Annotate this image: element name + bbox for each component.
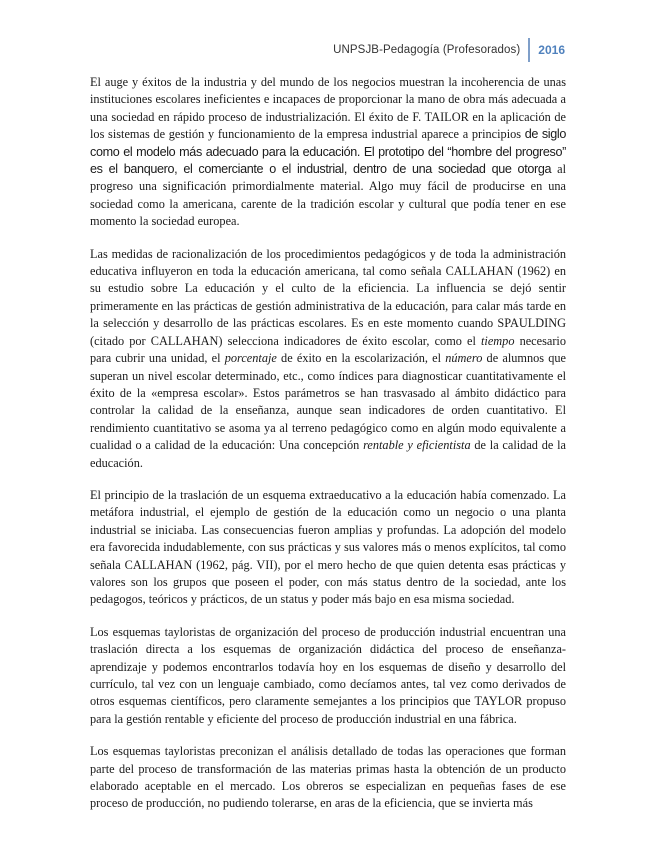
paragraph-2-emphasis-2: porcentaje xyxy=(224,351,277,366)
page-header xyxy=(333,38,565,62)
paragraph-1-text-b: de siglo como el modelo más adecuado para la educación. El prototipo del “hombre del progreso” es el banquero, el comerciante o el industrial, dentro de una sociedad que otorga xyxy=(90,127,566,177)
paragraph-2-text-d: de alumnos que superan un nivel escolar determinado, etc., como índices para diagnosticar cuantitativamente el éxito de la «empresa escolar». Estos parámetros se han trasvasado al ámbito didáctico para controlar la calidad de la enseñanza, aunque sean indicadores de orden cuantitativo. El rendimiento cuantitativo se asoma ya al terreno pedagógico como en algún modo equivalente a cualidad o a calidad de la educación: Una concepción xyxy=(90,351,566,453)
paragraph-1-text-c: al progreso una significación primordialmente material. Algo muy fácil de producirse en una sociedad como la americana, carente de la tradición escolar y cultural que podía tener en ese momento la sociedad europea. xyxy=(90,162,566,229)
paragraph-1 xyxy=(90,74,566,231)
header-year: 2016 xyxy=(538,43,565,57)
paragraph-4: Los esquemas tayloristas de organización del proceso de producción industrial encuentran una traslación directa a los esquemas de organización didáctica del proceso de enseñanza-aprendizaje y podemos encontrarlos todavía hoy en los esquemas de diseño y desarrollo del currículo, tal vez con un lenguaje cambiado, como decíamos antes, tal vez como derivados de otros esquemas científicos, pero claramente semejantes a los principios que TAYLOR propuso para la gestión rentable y eficiente del proceso de producción industrial en una fábrica. xyxy=(90,624,566,726)
paragraph-3: El principio de la traslación de un esquema extraeducativo a la educación había comenzado. La metáfora industrial, el ejemplo de gestión de la educación como un negocio o una planta industrial se iniciaba. Las consecuencias fueron amplias y profundas. La adopción del modelo era favorecida indudablemente, con sus prácticas y sus valores más o menos explícitos, tal como señala CALLAHAN (1962, pág. VII), por el mero hecho de que quien detenta esas prácticas y valores son los grupos que poseen el poder, con más status dentro de la sociedad, ante los pedagogos, teóricos y prácticos, de un status y poder más bajo en esa misma sociedad. xyxy=(90,487,566,607)
paragraph-2-emphasis-4: rentable y eficientista xyxy=(363,438,471,453)
paragraph-2-text-a: Las medidas de racionalización de los procedimientos pedagógicos y de toda la administración educativa influyeron en toda la educación americana, tal como señala CALLAHAN (1962) en su estudio sobre La educación y el culto de la eficiencia. La influencia se dejó sentir primeramente en las prácticas de gestión administrativa de la educación, para calar más tarde en la selección y desarrollo de las prácticas escolares. Es en este momento cuando SPAULDING (citado por CALLAHAN) selecciona indicadores de éxito escolar, como el xyxy=(90,246,566,348)
paragraph-2-emphasis-1: tiempo xyxy=(481,333,515,348)
paragraph-2-text-c: de éxito en la escolarización, el xyxy=(276,351,446,366)
paragraph-2 xyxy=(90,246,566,472)
header-title: UNPSJB-Pedagogía (Profesorados) xyxy=(333,44,521,56)
document-body xyxy=(90,74,566,828)
paragraph-5: Los esquemas tayloristas preconizan el análisis detallado de todas las operaciones que forman parte del proceso de transformación de las materias primas hasta la obtención de un producto elaborado aceptable en el mercado. Los obreros se especializan en pequeñas fases de ese proceso de producción, no pudiendo tolerarse, en aras de la eficiencia, que se invierta más xyxy=(90,744,566,811)
paragraph-2-emphasis-3: número xyxy=(445,351,483,366)
paragraph-2-text-b: necesario para cubrir una unidad, el xyxy=(90,333,567,366)
paragraph-1-text-a: El auge y éxitos de la industria y del mundo de los negocios muestran la incoherencia de unas instituciones escolares ineficientes e incapaces de proporcionar la mano de obra más adecuada a una sociedad en rápido proceso de industrialización. El éxito de F. TAILOR en la aplicación de los sistemas de gestión y funcionamiento de la empresa industrial aparece a principios xyxy=(90,75,566,142)
paragraph-2-text-e: de la calidad de la educación. xyxy=(90,438,566,470)
